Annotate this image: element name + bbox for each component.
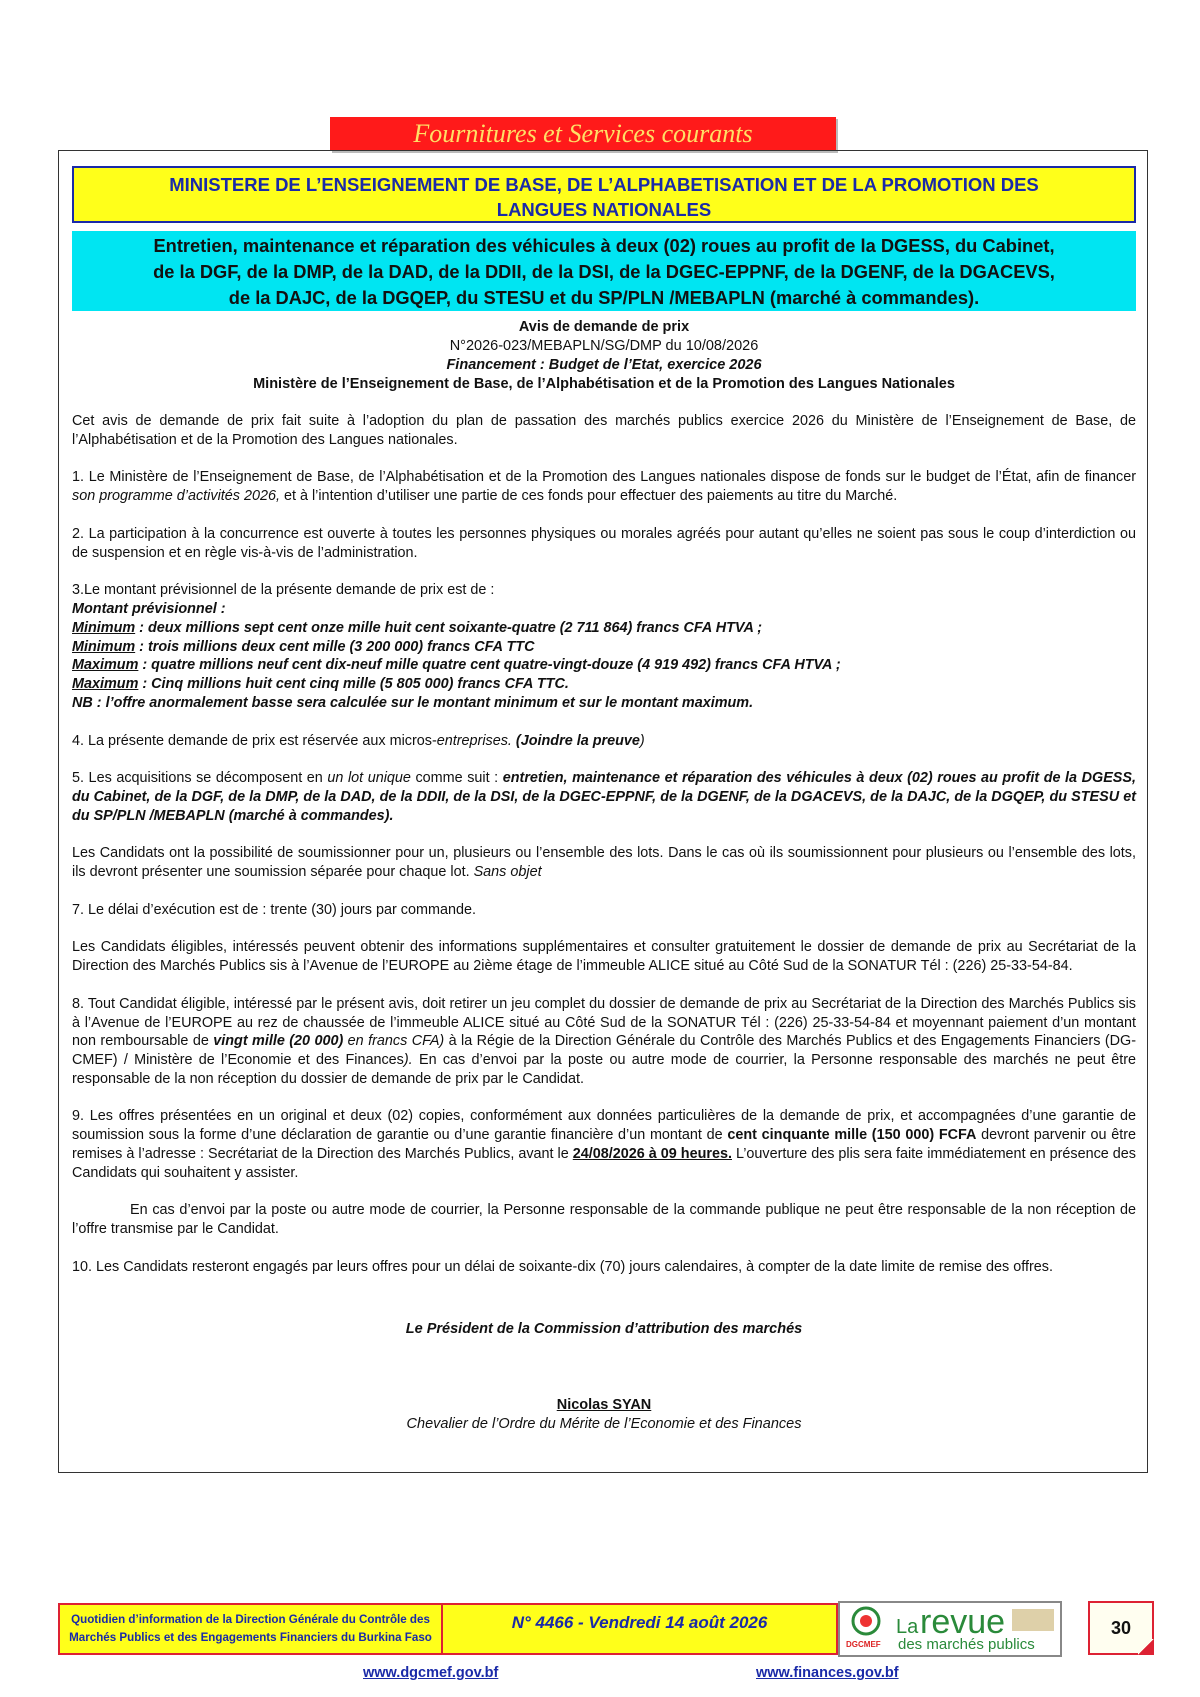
page-number-text: 30	[1110, 1618, 1132, 1638]
page-number	[1088, 1601, 1154, 1655]
paragraph-8	[72, 995, 1136, 1089]
tender-object-line2: de la DGF, de la DMP, de la DAD, de la DDII, de la DSI, de la DGEC-EPPNF, de la DGENF, de la DGACEVS,	[153, 261, 1055, 282]
dgcmef-emblem-center-icon	[860, 1615, 872, 1627]
minimum-ttc	[72, 638, 1136, 657]
notice-title: Avis de demande de prix	[518, 319, 690, 335]
revue-logo-graphic	[840, 1603, 1060, 1655]
signatory-distinction: Chevalier de l’Ordre du Mérite de l’Economie et des Finances	[406, 1416, 802, 1432]
paragraph-info: Les Candidats éligibles, intéressés peuvent obtenir des informations supplémentaires et consulter gratuitement le dossier de demande de prix au Secrétariat de la Direction des Marchés Publics sis à l’Avenue de l’EUROPE au 2ième étage de l’immeuble ALICE situé au Côté Sud de la SONATUR Tél : (226) 25-33-54-84.	[72, 939, 1136, 975]
link-finances[interactable]: www.finances.gov.bf	[756, 1665, 899, 1681]
p9-bold: cent cinquante mille (150 000) FCFA	[727, 1127, 977, 1144]
p4-bold: (Joindre la preuve	[511, 732, 640, 749]
footer-issue: N° 4466 - Vendredi 14 août 2026	[443, 1603, 838, 1655]
logo-sub-text: des marchés publics	[898, 1636, 1035, 1653]
p1-text-end: et à l’intention d’utiliser une partie de ces fonds pour effectuer des paiements au titre du Marché.	[279, 488, 898, 505]
footer-publisher-line1: Quotidien d’information de la Direction Générale du Contrôle des	[71, 1613, 430, 1626]
paragraph-4	[72, 732, 1136, 751]
minimum-htva-value: : deux millions sept cent onze mille huit cent soixante-quatre (2 711 864) francs CFA HTVA ;	[135, 619, 763, 636]
p8-text-end: En cas d’envoi par la poste ou autre mode de courrier, la Personne responsable des marchés ne peut être responsable de la non réception du dossier de demande de prix par le Candidat.	[72, 1052, 1136, 1087]
paragraph-2: 2. La participation à la concurrence est ouverte à toutes les personnes physiques ou morales agréés pour autant qu’elles ne soient pas sous le coup d’interdiction ou de suspension et en règle vis-à-vis de l’administration.	[72, 525, 1136, 561]
p4-paren: )	[639, 732, 645, 749]
footer-publisher-line2: Marchés Publics et des Engagements Financiers du Burkina Faso	[69, 1631, 432, 1644]
signatory-name-text: Nicolas SYAN	[556, 1397, 652, 1413]
footer-publisher	[58, 1603, 443, 1655]
p5-text-mid: comme suit :	[410, 770, 503, 787]
paragraph-1	[72, 468, 1136, 506]
minimum-ttc-value: : trois millions deux cent mille (3 200 000) francs CFA TTC	[135, 638, 535, 655]
notice-ministry: Ministère de l’Enseignement de Base, de l’Alphabétisation et de la Promotion des Langues Nationales	[253, 376, 955, 392]
paragraph-lots	[72, 844, 1136, 882]
p1-italic: son programme d’activités 2026,	[72, 488, 280, 505]
paragraph-3-intro: 3.Le montant prévisionnel de la présente demande de prix est de :	[72, 582, 495, 599]
p8-italic: en francs CFA)	[343, 1033, 445, 1050]
page-fold-icon	[1138, 1639, 1154, 1655]
ministry-title-line1: MINISTERE DE L’ENSEIGNEMENT DE BASE, DE L’ALPHABETISATION ET DE LA PROMOTION DES	[169, 174, 1039, 195]
paragraph-5	[72, 769, 1136, 825]
p8-text-mid: à la Régie de la Direction Générale du Contrôle des Marchés Publics et des Engagements Financiers (DG-CMEF) / Ministère de l’Economie et des Finances	[72, 1033, 1136, 1069]
notice-financing: Financement : Budget de l’Etat, exercice 2026	[446, 357, 762, 373]
tender-object-line3: de la DAJC, de la DGQEP, du STESU et du SP/PLN /MEBAPLN (marché à commandes).	[228, 287, 980, 308]
p4-italic: entreprises.	[436, 732, 512, 749]
maximum-htva-value: : quatre millions neuf cent dix-neuf mille quatre cent quatre-vingt-douze (4 919 492) francs CFA HTVA ;	[138, 657, 841, 674]
signatory-name	[72, 1396, 1136, 1415]
p5-text: 5. Les acquisitions se décomposent en	[72, 770, 328, 787]
maximum-label: Maximum	[72, 657, 139, 674]
maximum-ttc	[72, 675, 1136, 694]
p5-italic: un lot unique	[327, 770, 411, 787]
tender-object	[72, 231, 1136, 311]
maximum-ttc-value: : Cinq millions huit cent cinq mille (5 805 000) francs CFA TTC.	[138, 676, 569, 693]
notice-body	[72, 412, 1136, 1295]
notice-reference: N°2026-023/MEBAPLN/SG/DMP du 10/08/2026	[449, 338, 759, 354]
p1-text: 1. Le Ministère de l’Enseignement de Base, de l’Alphabétisation et de la Promotion des Langues nationales dispose de fonds sur le budget de l’État, afin de financer	[72, 469, 1136, 486]
paragraph-7: 7. Le délai d’exécution est de : trente (30) jours par commande.	[72, 901, 476, 918]
logo-decoration-icon	[1012, 1609, 1054, 1631]
logo-la-text: La	[896, 1616, 919, 1638]
amount-label: Montant prévisionnel :	[72, 600, 226, 617]
p9-text-end: L’ouverture des plis sera faite immédiatement en présence des Candidats qui souhaitent y assister.	[72, 1146, 1136, 1181]
p9-deadline: 24/08/2026 à 09 heures.	[572, 1146, 732, 1163]
maximum-htva	[72, 656, 1136, 675]
revue-logo	[838, 1601, 1062, 1657]
paragraph-9	[72, 1107, 1136, 1182]
maximum-label: Maximum	[72, 676, 139, 693]
p8-paren: ).	[403, 1052, 413, 1069]
ministry-title-line2: LANGUES NATIONALES	[496, 199, 712, 220]
paragraph-10: 10. Les Candidats resteront engagés par leurs offres pour un délai de soixante-dix (70) jours calendaires, à compter de la date limite de remise des offres.	[72, 1258, 1053, 1275]
p4-text: 4. La présente demande de prix est réservée aux micros-	[72, 732, 437, 749]
signatory-title: Le Président de la Commission d’attribution des marchés	[405, 1321, 803, 1337]
section-banner: Fournitures et Services courants	[330, 117, 836, 151]
tender-object-line1: Entretien, maintenance et réparation des véhicules à deux (02) roues au profit de la DGESS, du Cabinet,	[153, 235, 1055, 256]
link-dgcmef[interactable]: www.dgcmef.gov.bf	[363, 1665, 499, 1681]
p5-bold: entretien, maintenance et réparation des véhicules à deux (02) roues au profit de la DGESS, du Cabinet, de la DGF, de la DMP, de la DAD, de la DDII, de la DSI, de la DGEC-EPPNF, de la DGENF, de la DGACEVS, de la DAJC, de la DGQEP, du STESU et du SP/PLN /MEBAPLN (marché à commandes).	[72, 770, 1136, 824]
minimum-label: Minimum	[72, 619, 136, 636]
lots-italic: Sans objet	[473, 864, 542, 881]
nb-note: NB : l’offre anormalement basse sera calculée sur le montant minimum et sur le montant maximum.	[72, 694, 754, 711]
ministry-title	[72, 166, 1136, 223]
p8-text: 8. Tout Candidat éligible, intéressé par le présent avis, doit retirer un jeu complet du dossier de demande de prix au Secrétariat de la Direction des Marchés Publics sis à l’Avenue de l’EUROPE au rez de chaussée de l’immeuble ALICE situé au Côté Sud de la SONATUR Tél : (226) 25-33-54-84 et moyennant paiement d’un montant non remboursable de	[72, 995, 1136, 1050]
p8-bold: vingt mille (20 000)	[213, 1033, 344, 1050]
paragraph-9b: En cas d’envoi par la poste ou autre mode de courrier, la Personne responsable de la commande publique ne peut être responsable de la non réception de l’offre transmise par le Candidat.	[72, 1202, 1136, 1238]
minimum-label: Minimum	[72, 638, 136, 655]
lots-text: Les Candidats ont la possibilité de soumissionner pour un, plusieurs ou l’ensemble des lots. Dans le cas où ils soumissionnent pour plusieurs ou l’ensemble des lots, ils devront présenter une soumission séparée pour chaque lot.	[72, 845, 1136, 881]
p9-text-mid: devront parvenir ou être remises à l’adresse : Secrétariat de la Direction des Marchés Publics, avant le	[72, 1127, 1136, 1163]
minimum-htva	[72, 619, 1136, 638]
logo-small-text: DGCMEF	[846, 1640, 881, 1649]
intro-paragraph: Cet avis de demande de prix fait suite à l’adoption du plan de passation des marchés publics exercice 2026 du Ministère de l’Enseignement de Base, de l’Alphabétisation et de la Promotion des Langues nationales.	[72, 413, 1136, 448]
logo-revue-text: revue	[920, 1603, 1006, 1641]
p9-text: 9. Les offres présentées en un original et deux (02) copies, conformément aux données particulières de la demande de prix, et accompagnées d’une garantie de soumission sous la forme d’une déclaration de garantie ou d’une garantie financière d’un montant de	[72, 1108, 1136, 1144]
